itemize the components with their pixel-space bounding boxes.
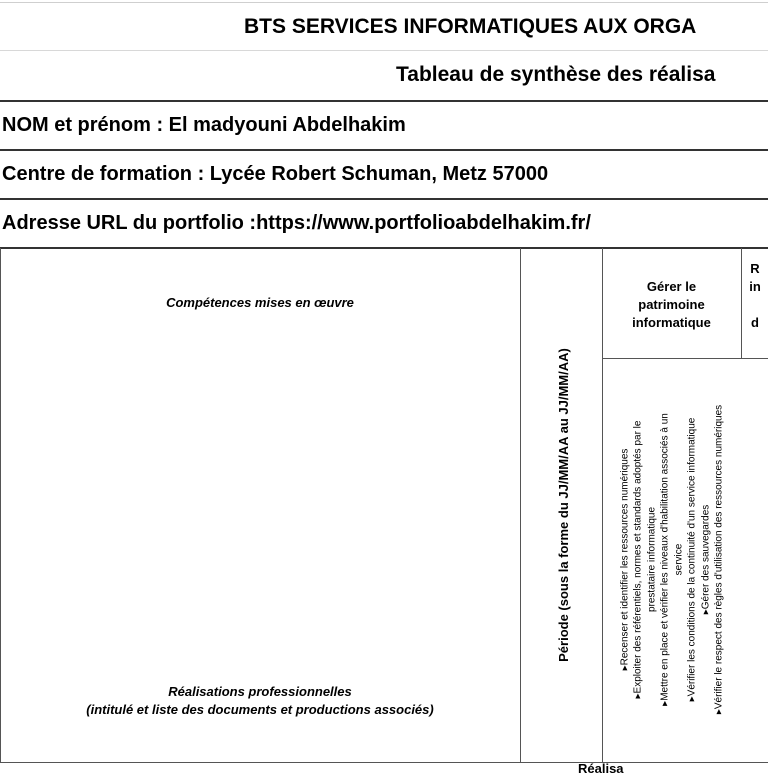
divider [0, 149, 768, 151]
competence-block-gerer-patrimoine [602, 278, 741, 332]
table-row-divider [602, 358, 768, 359]
table-col-divider [520, 248, 521, 762]
training-center-field: Centre de formation : Lycée Robert Schuman, Metz 57000 [2, 163, 549, 185]
block-header-line [742, 296, 768, 314]
portfolio-url-field: Adresse URL du portfolio :https://www.portfolioabdelhakim.fr/ [2, 212, 591, 234]
competence-item: ▸Recenser et identifier les ressources numériques [619, 448, 630, 671]
block-header-line: informatique [632, 315, 711, 330]
competence-item: ▸Vérifier les conditions de la continuité d'un service informatique [686, 417, 698, 702]
realisations-title: Réalisations professionnelles [168, 684, 352, 699]
competence-item: ▸Exploiter des référentiels, normes et standards adoptés par le [632, 420, 644, 699]
block-header-line: patrimoine [638, 297, 705, 312]
divider [0, 100, 768, 102]
competence-item: prestataire informatique [646, 506, 657, 613]
competence-item: service [673, 543, 684, 576]
block-header-line: in [749, 279, 761, 294]
competence-list-container [602, 360, 741, 760]
page-subtitle: Tableau de synthèse des réalisa [396, 63, 716, 86]
footer-partial-label: Réalisa [578, 761, 624, 776]
name-field: NOM et prénom : El madyouni Abdelhakim [2, 114, 406, 136]
competence-block-partial [742, 260, 768, 332]
divider [0, 50, 768, 51]
page-title: BTS SERVICES INFORMATIQUES AUX ORGA [244, 15, 697, 38]
table-bottom-border [0, 762, 768, 763]
realisations-subtitle: (intitulé et liste des documents et productions associés) [86, 702, 434, 717]
competence-item: ▸Vérifier le respect des règles d'utilisation des ressources numériques [713, 404, 725, 715]
divider [0, 247, 768, 249]
block-header-line: R [750, 261, 760, 276]
competences-label: Compétences mises en œuvre [166, 295, 354, 310]
block-header-line: d [751, 315, 759, 330]
block-header-line: Gérer le [646, 279, 697, 294]
top-border [0, 2, 768, 3]
competence-item: ▸Mettre en place et vérifier les niveaux d'habilitation associés à un [659, 413, 671, 706]
periode-header: Période (sous la forme du JJ/MM/AA au JJ/MM/AA) [556, 348, 571, 662]
divider [0, 198, 768, 200]
competence-item: ▸Gérer des sauvegardes [700, 504, 711, 615]
